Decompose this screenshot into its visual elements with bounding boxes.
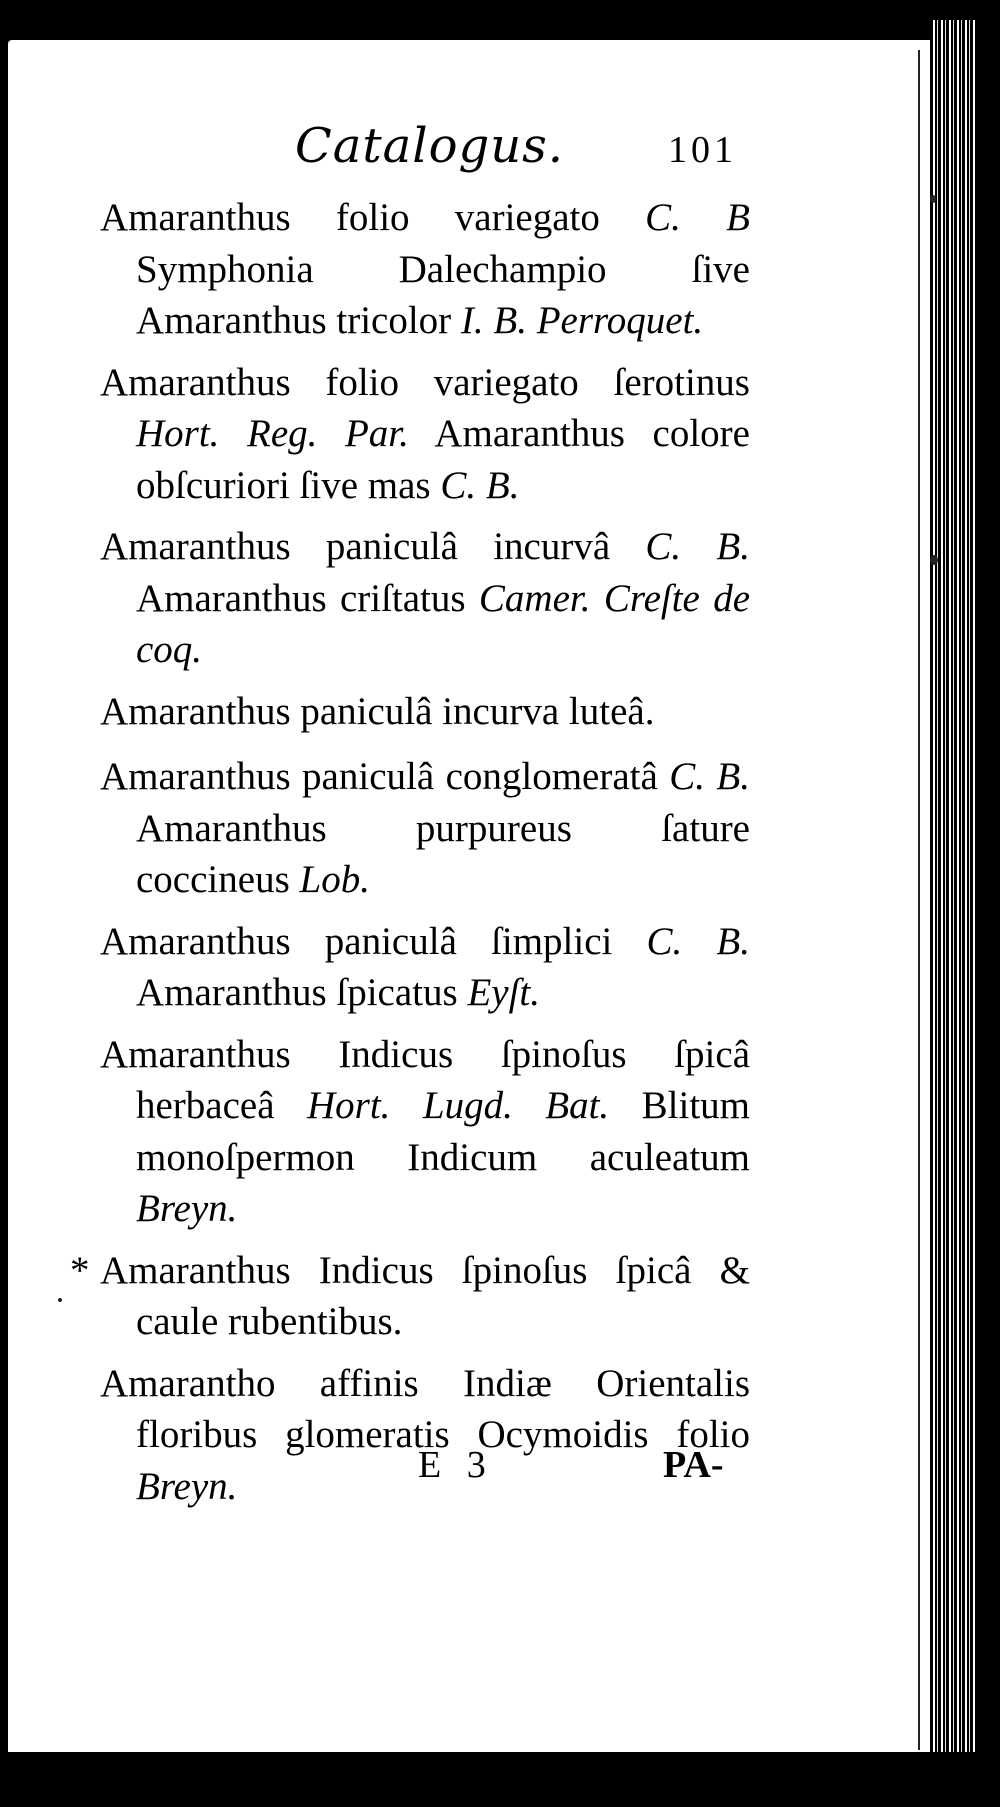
page-number: 101 (668, 129, 737, 171)
catalogue-entry (100, 1358, 750, 1513)
new-entry-asterisk: * (70, 1248, 90, 1292)
entry-synonym: Symphonia Dalechampio ſive Amaranthus tricolor (136, 247, 750, 342)
entry-authority: C. B. (669, 755, 750, 798)
entry-authority: C. B. (646, 919, 751, 963)
signature-mark: E 3 (418, 1444, 494, 1486)
catalogue-entry (100, 916, 750, 1019)
entry-text: Amaranthus paniculâ incurvâ (100, 525, 646, 568)
scan-border-bottom (0, 1752, 1000, 1807)
catalogue-entry (100, 521, 750, 676)
entry-text: Amaranthus paniculâ conglomeratâ (100, 755, 670, 798)
entry-text: Amaranthus paniculâ ſimplici (100, 919, 647, 963)
entry-authority: Hort. Lugd. Bat. (307, 1084, 610, 1127)
page-fold-line (918, 50, 920, 1750)
entry-text: Amaranthus paniculâ incurva luteâ. (100, 689, 655, 733)
entry-text: Amaranthus Indicus ſpinoſus ſpicâ herbaceâ (100, 1032, 750, 1127)
ink-speck (930, 195, 936, 203)
entry-text: Amarantho affinis Indiæ Orientalis floribus glomeratis Ocymoidis folio (100, 1361, 750, 1456)
entry-synonym-authority: I. B. Perroquet. (460, 299, 704, 342)
entry-synonym: Blitum monoſpermon Indicum aculeatum (136, 1084, 750, 1179)
entry-synonym-authority: Breyn. (136, 1187, 238, 1230)
entry-text: Amaranthus folio variegato (100, 196, 646, 239)
entry-text: Amaranthus Indicus ſpinoſus ſpicâ & caule rubentibus. (100, 1248, 750, 1343)
entry-synonym: Amaranthus purpureus ſature coccineus (136, 806, 750, 901)
entry-authority: C. B (645, 196, 750, 239)
catchword: PA- (663, 1444, 724, 1486)
catalogue-entry (100, 357, 750, 512)
running-head: Catalogus. (295, 118, 565, 174)
entry-text: Amaranthus folio variegato ſerotinus (100, 360, 750, 404)
catalogue-entry (100, 192, 750, 347)
entry-authority: Breyn. (136, 1464, 238, 1508)
entry-synonym-authority: Eyſt. (467, 971, 540, 1014)
catalogue-entry (100, 1029, 750, 1235)
catalogue-entries (70, 192, 751, 1522)
entry-synonym: Amaranthus criſtatus (136, 576, 479, 620)
ink-speck (58, 1298, 62, 1302)
entry-synonym-authority: C. B. (440, 463, 520, 507)
entry-authority: Hort. Reg. Par. (136, 412, 409, 455)
entry-synonym: Amaranthus ſpicatus (136, 971, 468, 1014)
entry-authority: C. B. (645, 525, 750, 568)
book-edge-pages (930, 20, 975, 1765)
catalogue-entry (70, 1245, 750, 1348)
catalogue-entry (100, 686, 750, 738)
catalogue-entry (100, 751, 750, 906)
entry-synonym-authority: Lob. (299, 858, 370, 901)
entry-synonym: Amaranthus colore obſcuriori ſive mas (136, 412, 750, 507)
entry-synonym-authority: Camer. Creſte de coq. (136, 576, 750, 671)
ink-speck (930, 555, 938, 565)
